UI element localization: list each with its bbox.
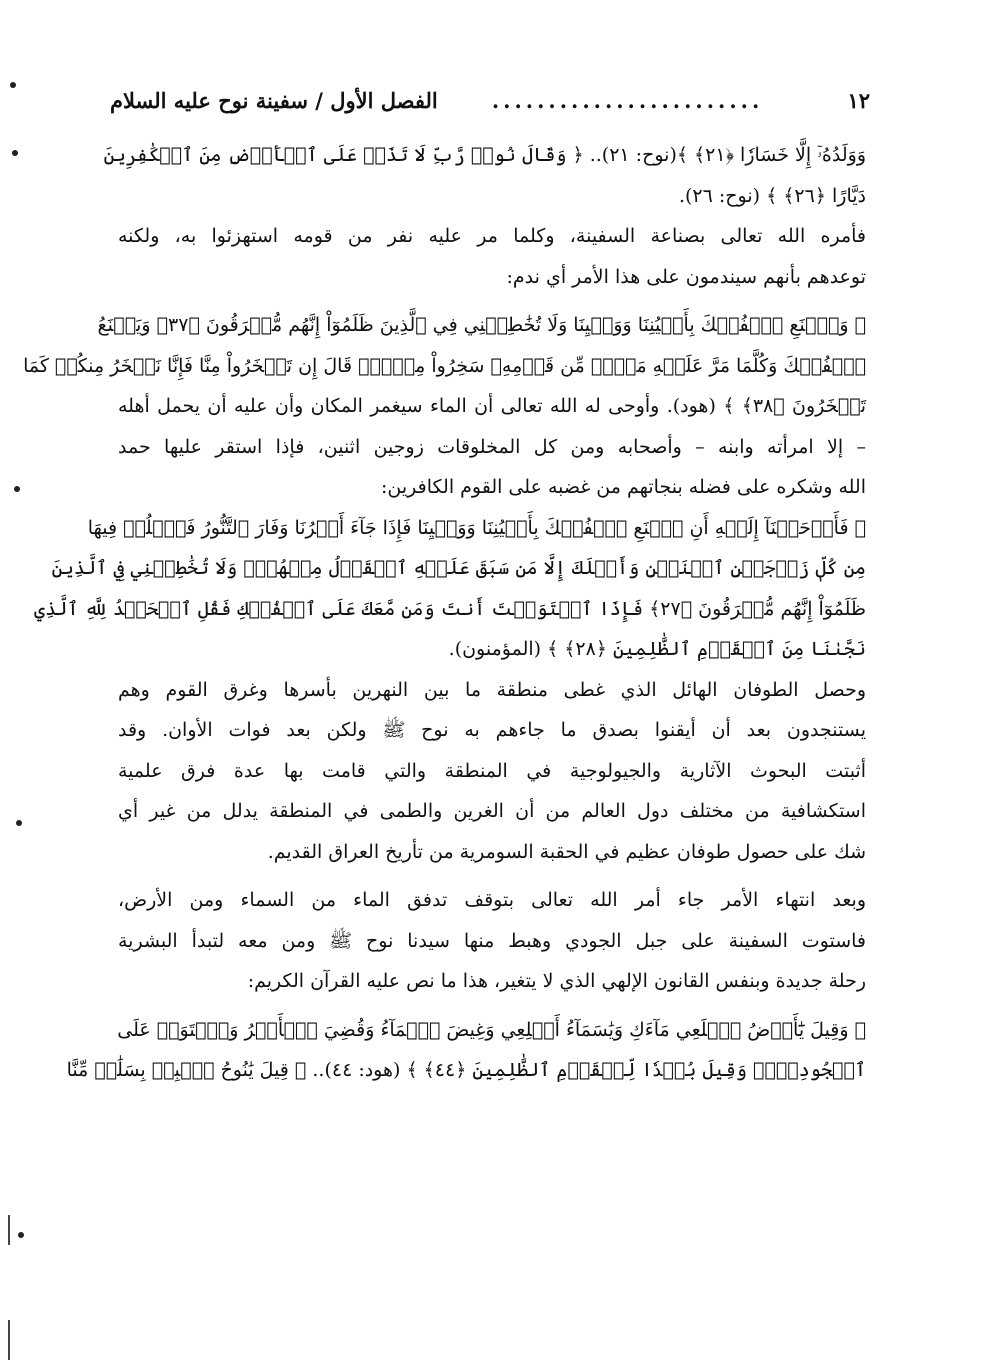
page-number: ١٢ (847, 87, 870, 113)
scan-edge-line (8, 1320, 10, 1360)
quran-line: ﴿ وَقِيلَ يَٰٓأَرۡضُ ٱبۡلَعِي مَآءَكِ وَيَٰسَمَآءُ أَقۡلِعِي وَغِيضَ ٱلۡمَآءُ وَقُضِيَ ٱلۡأَمۡرُ وَٱسۡتَوَتۡ عَلَى (117, 1018, 866, 1041)
scan-speck (18, 1232, 24, 1238)
scan-speck (14, 486, 20, 492)
body-line: استكشافية من مختلف دول العالم من أن الغرين والطمى في المنطقة يدلل من غير أي (118, 800, 866, 822)
body-line: يستنجدون بعد أن أيقنوا بصدق ما جاءهم به نوح ﷺ ولكن بعد فوات الأوان. وقد (118, 719, 866, 741)
quran-line: نَجَّىٰنَا مِنَ ٱلۡقَوۡمِ ٱلظَّٰلِمِينَ ﴿٢٨﴾ ﴾ (المؤمنون). (448, 638, 866, 660)
page-body (23, 135, 866, 1091)
body-line: الله وشكره على فضله بنجاتهم من غضبه على القوم الكافرين: (381, 476, 866, 498)
quran-line: وَوَلَدُهُۥٓ إِلَّا خَسَارٗا ﴿٢١﴾ ﴾(نوح: ٢١).. ﴿ وَقَالَ نُوحٞ رَّبِّ لَا تَذَرۡ عَلَى ٱلۡأَرۡضِ مِنَ ٱلۡكَٰفِرِينَ (103, 144, 866, 166)
quran-line: مِن كُلّٖ زَوۡجَيۡنِ ٱثۡنَيۡنِ وَأَهۡلَكَ إِلَّا مَن سَبَقَ عَلَيۡهِ ٱلۡقَوۡلُ مِنۡهُمۡۖ وَلَا تُخَٰطِبۡنِي فِي ٱلَّذِينَ (51, 557, 866, 579)
body-line: أثبتت البحوث الآثارية والجيولوجية في المنطقة والتي قامت بها عدة فرق علمية (118, 759, 866, 782)
body-line: فاستوت السفينة على جبل الجودي وهبط منها سيدنا نوح ﷺ ومن معه لتبدأ البشرية (118, 929, 866, 952)
header-dot-leader: ........................ (491, 87, 764, 113)
body-line: رحلة جديدة وبنفس القانون الإلهي الذي لا يتغير، هذا ما نص عليه القرآن الكريم: (247, 970, 866, 992)
scan-speck (10, 82, 16, 88)
quran-line: ﴿ وَٱصۡنَعِ ٱلۡفُلۡكَ بِأَعۡيُنِنَا وَوَحۡيِنَا وَلَا تُخَٰطِبۡنِي فِي ٱلَّذِينَ ظَلَمُوٓاْ إِنَّهُم مُّغۡرَقُونَ ﴿٣٧﴾ وَيَصۡنَعُ (97, 314, 866, 336)
body-line: وبعد انتهاء الأمر جاء أمر الله تعالى بتوقف تدفق الماء من السماء ومن الأرض، (118, 889, 866, 911)
quran-line: ﴿ فَأَوۡحَيۡنَآ إِلَيۡهِ أَنِ ٱصۡنَعِ ٱلۡفُلۡكَ بِأَعۡيُنِنَا وَوَحۡيِنَا فَإِذَا جَآءَ أَمۡرُنَا وَفَارَ ٱلتَّنُّورُ فَٱسۡلُكۡ فِيهَا (87, 516, 866, 539)
body-line: توعدهم بأنهم سيندمون على هذا الأمر أي ندم: (506, 265, 866, 288)
chapter-title: الفصل الأول / سفينة نوح عليه السلام (110, 87, 438, 113)
scan-speck (16, 820, 22, 826)
page-header (110, 80, 870, 120)
quran-line: ٱلۡجُودِيِّۖ وَقِيلَ بُعۡدٗا لِّلۡقَوۡمِ ٱلظَّٰلِمِينَ ﴿٤٤﴾ ﴾ (هود: ٤٤).. ﴿ قِيلَ يَٰنُوحُ ٱهۡبِطۡ بِسَلَٰمٖ مِّنَّا (66, 1059, 866, 1081)
body-line: تَسۡخَرُونَ ﴿٣٨﴾ ﴾ (هود). وأوحى له الله تعالى أن الماء سيغمر المكان وأن عليه أن يحمل أهله (118, 395, 866, 417)
quran-line: ٱلۡفُلۡكَ وَكُلَّمَا مَرَّ عَلَيۡهِ مَلَأٞ مِّن قَوۡمِهِۦ سَخِرُواْ مِنۡهُۚ قَالَ إِن تَسۡخَرُواْ مِنَّا فَإِنَّا نَسۡخَرُ مِنكُمۡ كَمَا (23, 354, 866, 377)
quran-line: دَيَّارًا ﴿٢٦﴾ ﴾ (نوح: ٢٦). (678, 184, 866, 207)
body-line: شك على حصول طوفان عظيم في الحقبة السومرية من تأريخ العراق القديم. (267, 840, 866, 863)
scan-speck (12, 150, 18, 156)
body-line: فأمره الله تعالى بصناعة السفينة، وكلما مر عليه نفر من قومه استهزئوا به، ولكنه (118, 225, 866, 247)
body-line: وحصل الطوفان الهائل الذي غطى منطقة ما بين النهرين بأسرها وغرق القوم وهم (118, 678, 866, 701)
body-line: – إلا امرأته وابنه – وأصحابه ومن كل المخلوقات زوجين اثنين، فإذا استقر عليها حمد (118, 435, 866, 458)
quran-line: ظَلَمُوٓاْ إِنَّهُم مُّغۡرَقُونَ ﴿٢٧﴾ فَإِذَا ٱسۡتَوَيۡتَ أَنتَ وَمَن مَّعَكَ عَلَى ٱلۡفُلۡكِ فَقُلِ ٱلۡحَمۡدُ لِلَّهِ ٱلَّذِي (33, 597, 866, 620)
scan-edge-line (8, 1215, 10, 1245)
